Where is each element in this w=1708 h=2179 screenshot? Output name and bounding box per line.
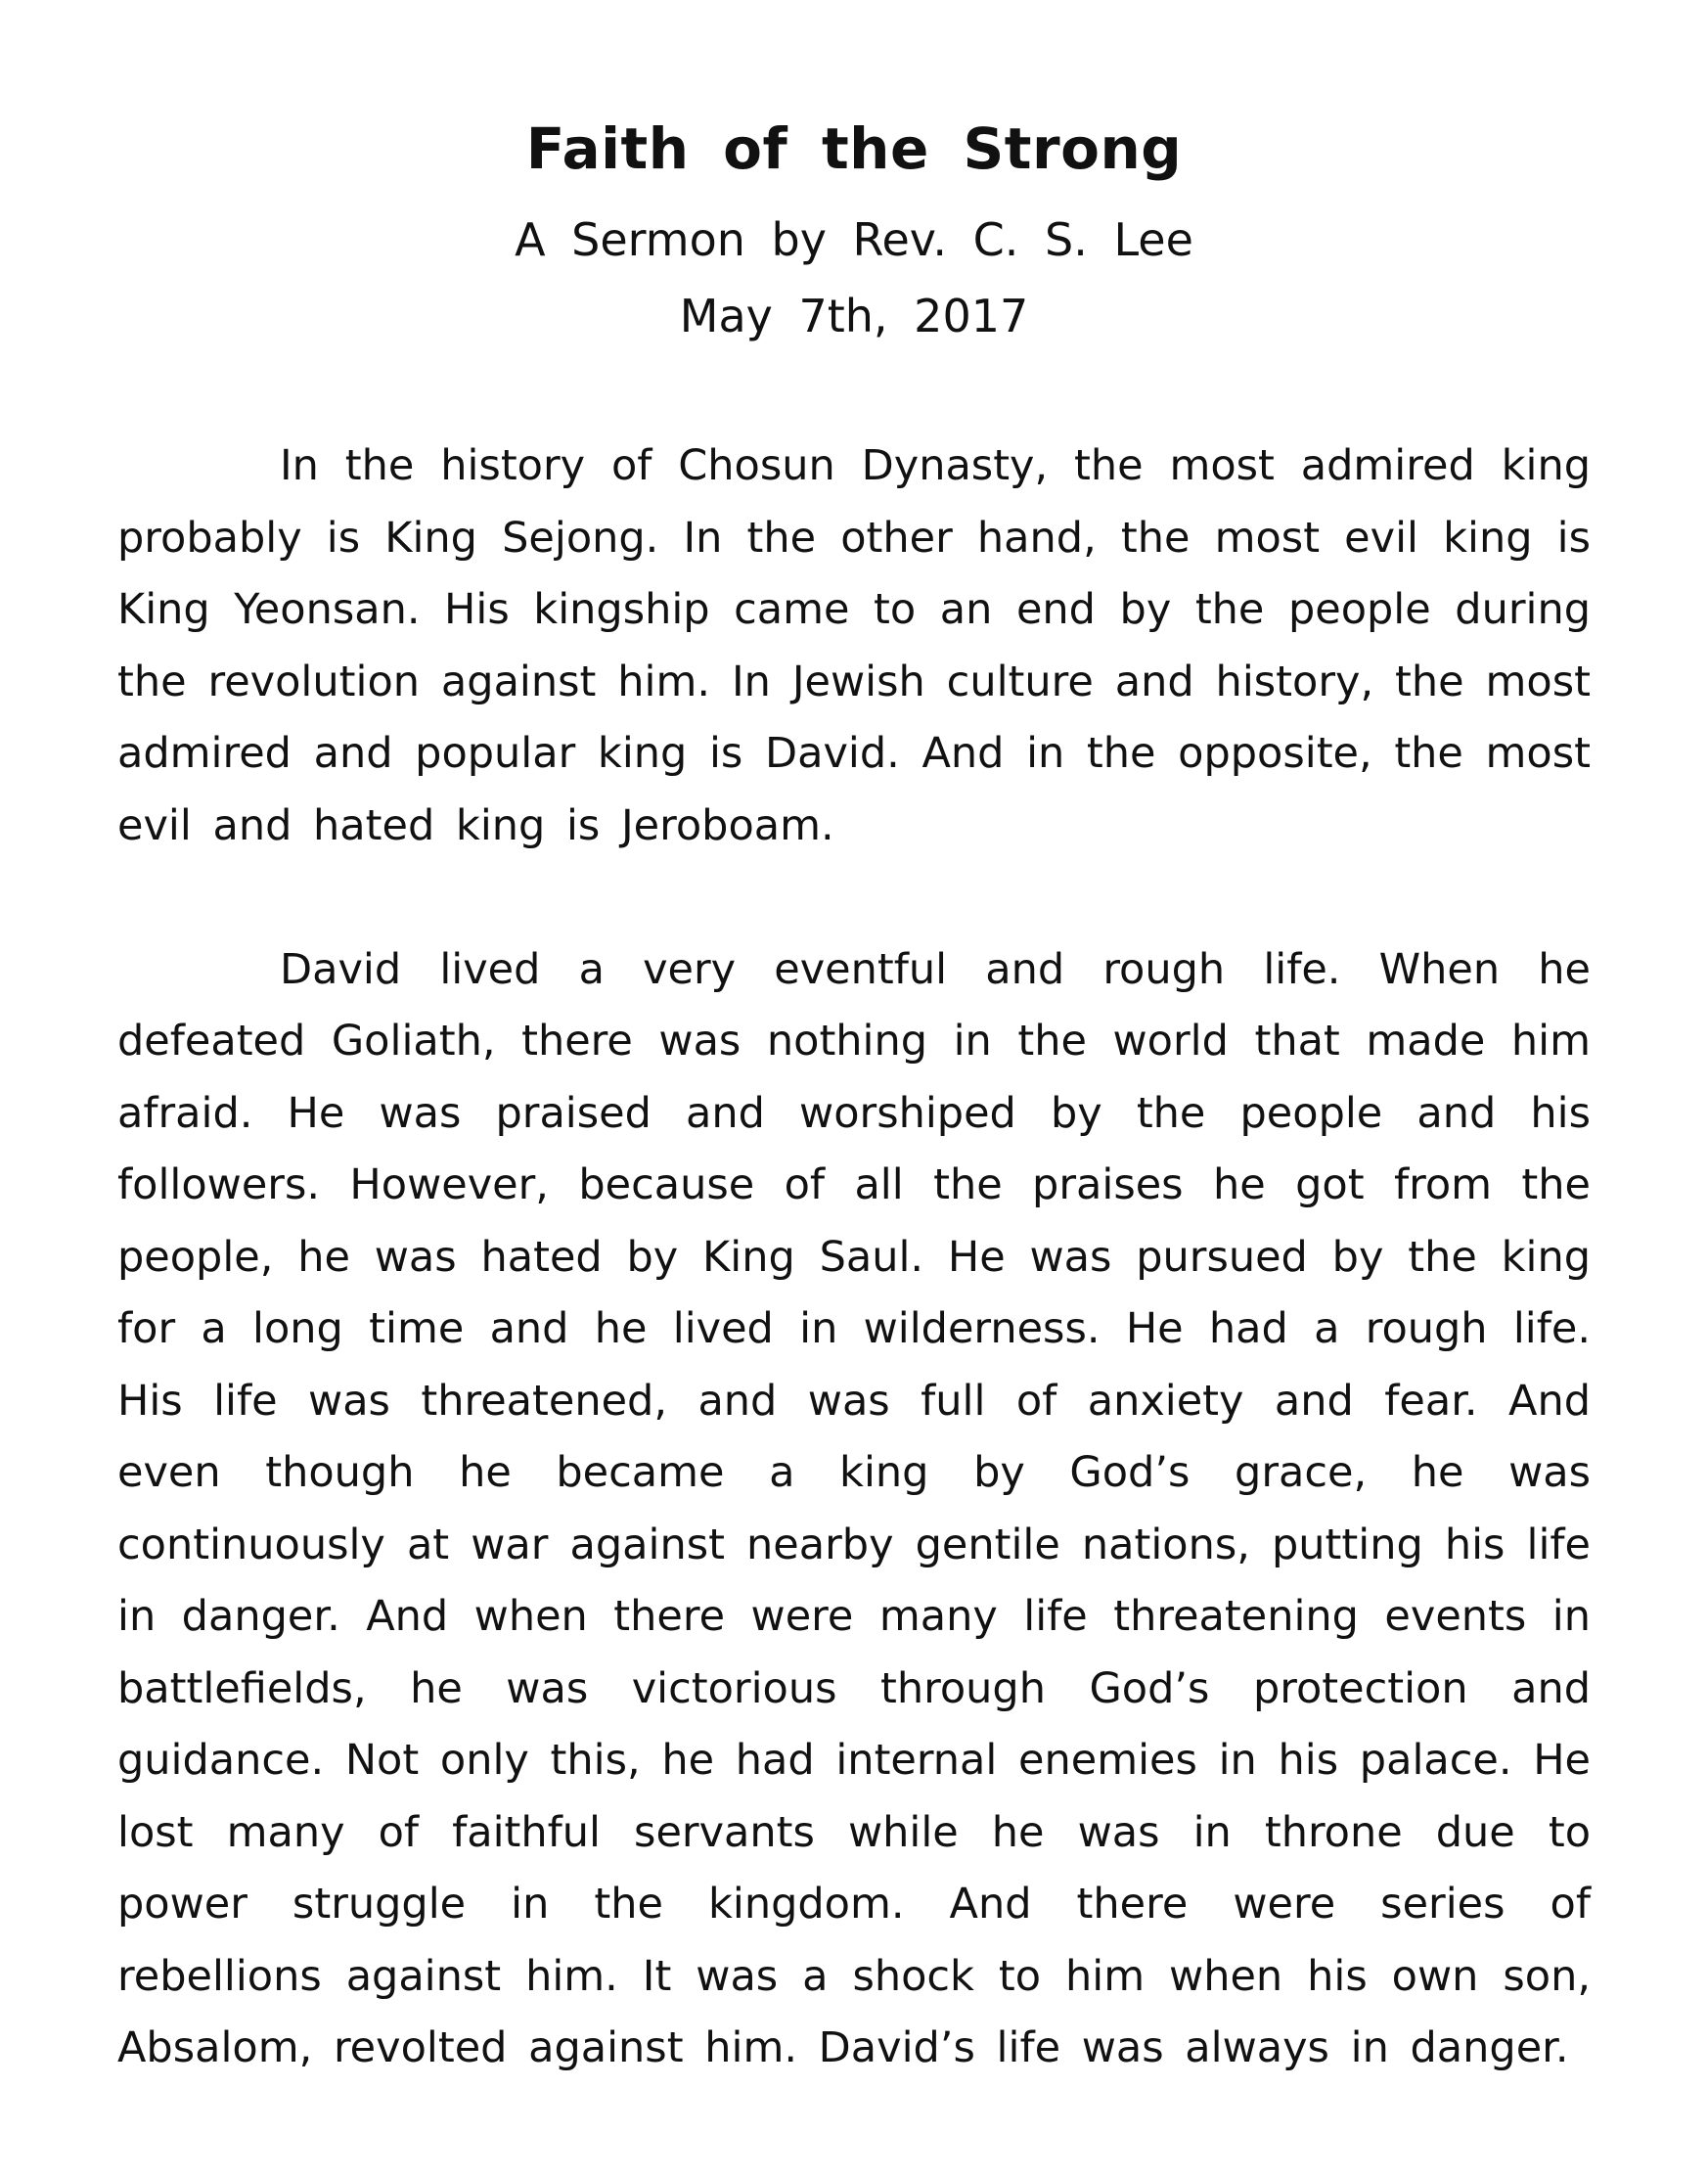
document-body bbox=[117, 431, 1591, 2085]
paragraph-1: In the history of Chosun Dynasty, the most admired king probably is King Sejong. In the other hand, the most evil king is King Yeonsan. His kingship came to an end by the people during the revolution against him. In Jewish culture and history, the most admired and popular king is David. And in the opposite, the most evil and hated king is Jeroboam. bbox=[117, 441, 1591, 850]
paragraph-2: David lived a very eventful and rough life. When he defeated Goliath, there was nothing in the world that made him afraid. He was praised and worshiped by the people and his followers. However, because of all the praises he got from the people, he was hated by King Saul. He was pursued by the king for a long time and he lived in wilderness. He had a rough life. His life was threatened, and was full of anxiety and fear. And even though he became a king by God’s grace, he was continuously at war against nearby gentile nations, putting his life in danger. And when there were many life threatening events in battlefields, he was victorious through God’s protection and guidance. Not only this, he had internal enemies in his palace. He lost many of faithful servants while he was in throne due to power struggle in the kingdom. And there were series of rebellions against him. It was a shock to him when his own son, Absalom, revolted against him. David’s life was always in danger. bbox=[117, 944, 1591, 2072]
document-title: Faith of the Strong bbox=[525, 115, 1183, 182]
sermon-author-line: A Sermon by Rev. C. S. Lee bbox=[515, 213, 1193, 266]
sermon-date: May 7th, 2017 bbox=[679, 290, 1029, 342]
